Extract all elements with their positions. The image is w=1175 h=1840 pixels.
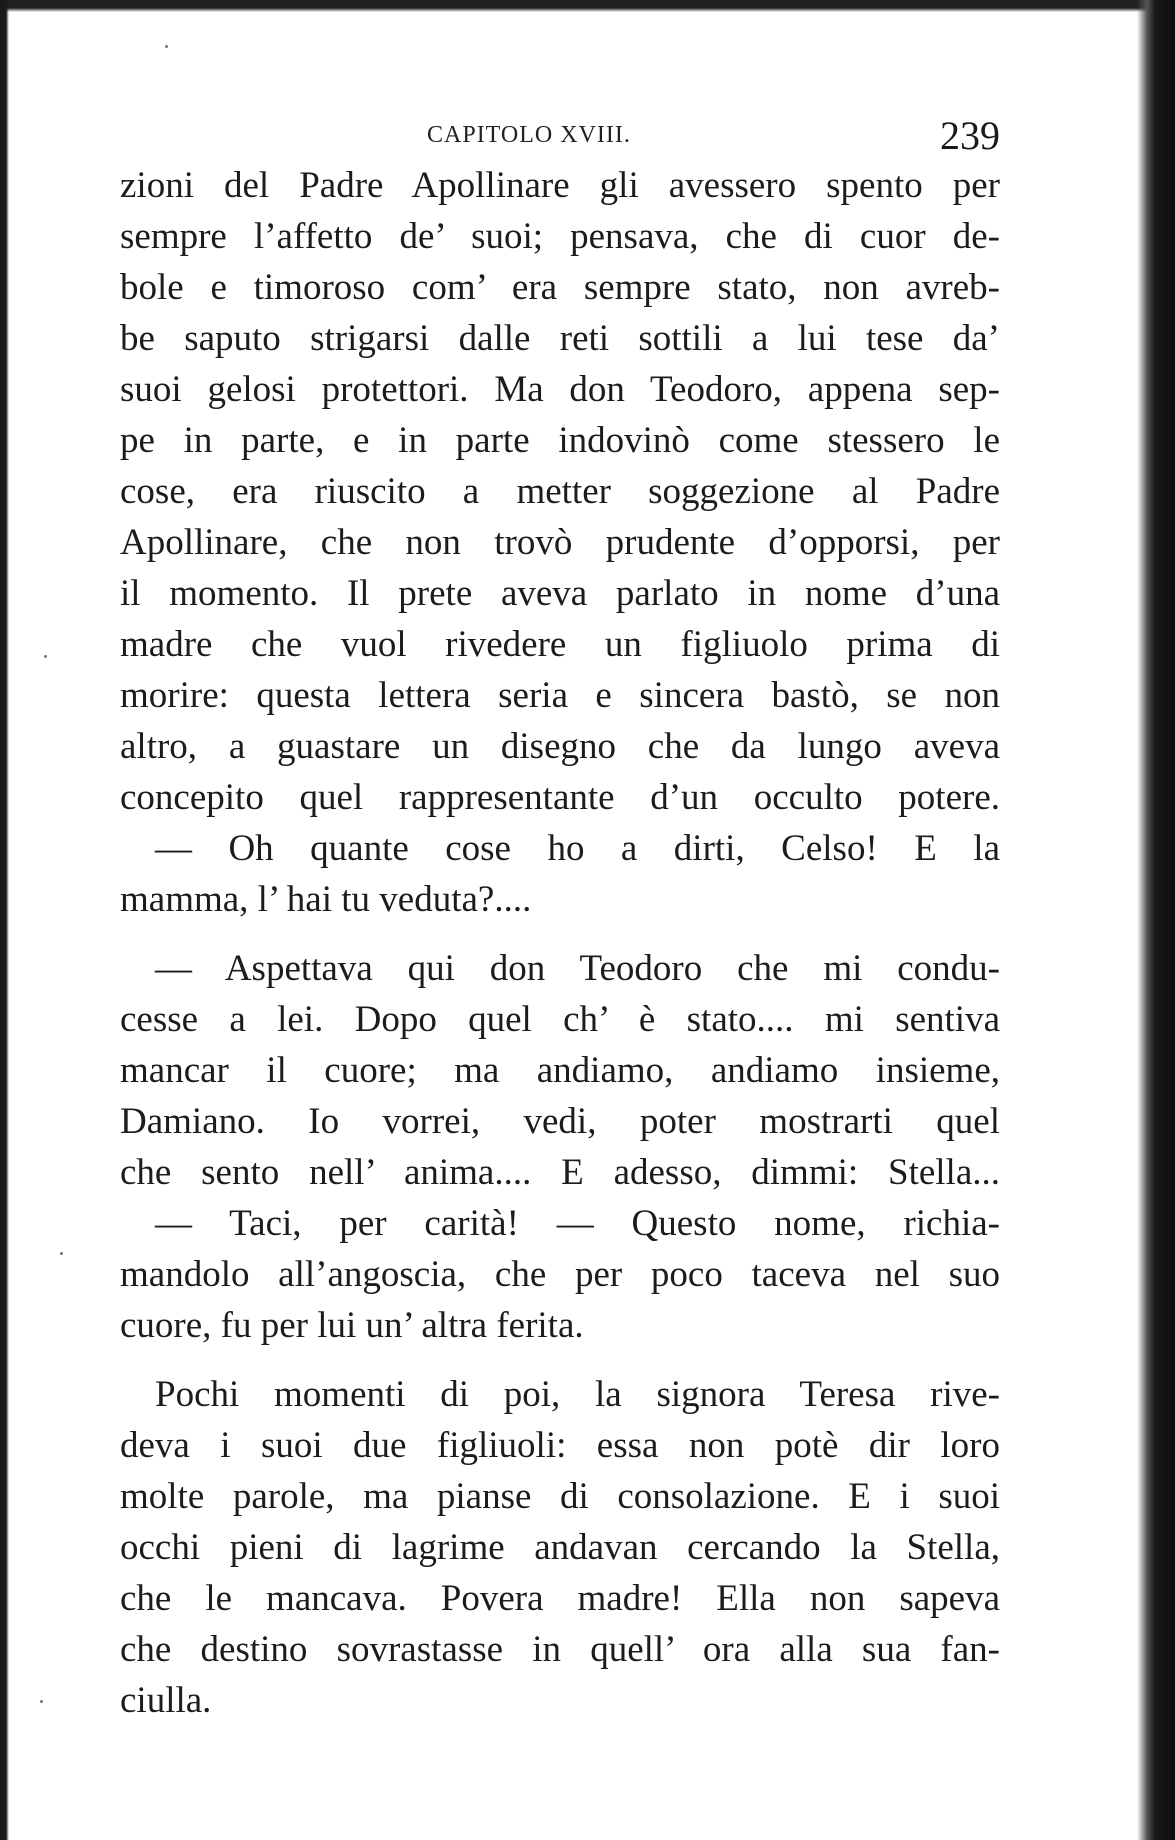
text-line: — Aspettava qui don Teodoro che mi condu- <box>155 948 1000 989</box>
text-line: cesse a lei. Dopo quel ch’ è stato.... mi sentiva <box>120 999 1000 1040</box>
scan-left-edge <box>0 0 9 1840</box>
text-line: cose, era riuscito a metter soggezione al Padre <box>120 471 1000 512</box>
text-line: altro, a guastare un disegno che da lungo aveva <box>120 726 1000 767</box>
scan-speck <box>44 655 47 658</box>
text-line: madre che vuol rivedere un figliuolo prima di <box>120 624 1000 665</box>
text-line: mandolo all’angoscia, che per poco taceva nel suo <box>120 1254 1000 1295</box>
text-line: be saputo strigarsi dalle reti sottili a lui tese da’ <box>120 318 1000 359</box>
paragraph-spacer <box>120 925 1000 943</box>
text-line: morire: questa lettera seria e sincera bastò, se non <box>120 675 1000 716</box>
paragraph <box>120 823 1000 925</box>
scan-speck <box>165 45 168 48</box>
scan-right-edge <box>1137 0 1175 1840</box>
text-line: che le mancava. Povera madre! Ella non sapeva <box>120 1578 1000 1619</box>
paragraph <box>120 1198 1000 1351</box>
text-line: che destino sovrastasse in quell’ ora alla sua fan- <box>120 1629 1000 1670</box>
text-line: occhi pieni di lagrime andavan cercando la Stella, <box>120 1527 1000 1568</box>
text-line: — Oh quante cose ho a dirti, Celso! E la <box>155 828 1000 869</box>
text-line: il momento. Il prete aveva parlato in nome d’una <box>120 573 1000 614</box>
page-header <box>120 112 1000 162</box>
scan-speck <box>60 1252 63 1255</box>
text-line: che sento nell’ anima.... E adesso, dimmi: Stella... <box>120 1152 1000 1193</box>
text-line: zioni del Padre Apollinare gli avessero spento per <box>120 165 1000 206</box>
paragraph <box>120 943 1000 1198</box>
running-head: CAPITOLO XVIII. <box>427 122 631 148</box>
text-line: Damiano. Io vorrei, vedi, poter mostrarti quel <box>120 1101 1000 1142</box>
text-line: mancar il cuore; ma andiamo, andiamo insieme, <box>120 1050 1000 1091</box>
text-line: molte parole, ma pianse di consolazione. E i suoi <box>120 1476 1000 1517</box>
text-line: Apollinare, che non trovò prudente d’opporsi, per <box>120 522 1000 563</box>
paragraph <box>120 1369 1000 1726</box>
page-number: 239 <box>940 113 1000 158</box>
text-line: suoi gelosi protettori. Ma don Teodoro, appena sep- <box>120 369 1000 410</box>
text-line: cuore, fu per lui un’ altra ferita. <box>120 1305 584 1346</box>
scan-top-edge <box>0 0 1175 12</box>
text-line: bole e timoroso com’ era sempre stato, non avreb- <box>120 267 1000 308</box>
text-line: ciulla. <box>120 1680 212 1721</box>
text-line: deva i suoi due figliuoli: essa non potè dir loro <box>120 1425 1000 1466</box>
text-line: Pochi momenti di poi, la signora Teresa rive- <box>155 1374 1000 1415</box>
scan-speck <box>40 1700 43 1703</box>
text-line: — Taci, per carità! — Questo nome, richia- <box>155 1203 1000 1244</box>
text-line: pe in parte, e in parte indovinò come stessero le <box>120 420 1000 461</box>
paragraph-spacer <box>120 1351 1000 1369</box>
body-text <box>120 160 1000 1726</box>
text-line: concepito quel rappresentante d’un occulto potere. <box>120 777 1000 818</box>
text-line: mamma, l’ hai tu veduta?.... <box>120 879 532 920</box>
text-line: sempre l’affetto de’ suoi; pensava, che di cuor de- <box>120 216 1000 257</box>
paragraph <box>120 160 1000 823</box>
